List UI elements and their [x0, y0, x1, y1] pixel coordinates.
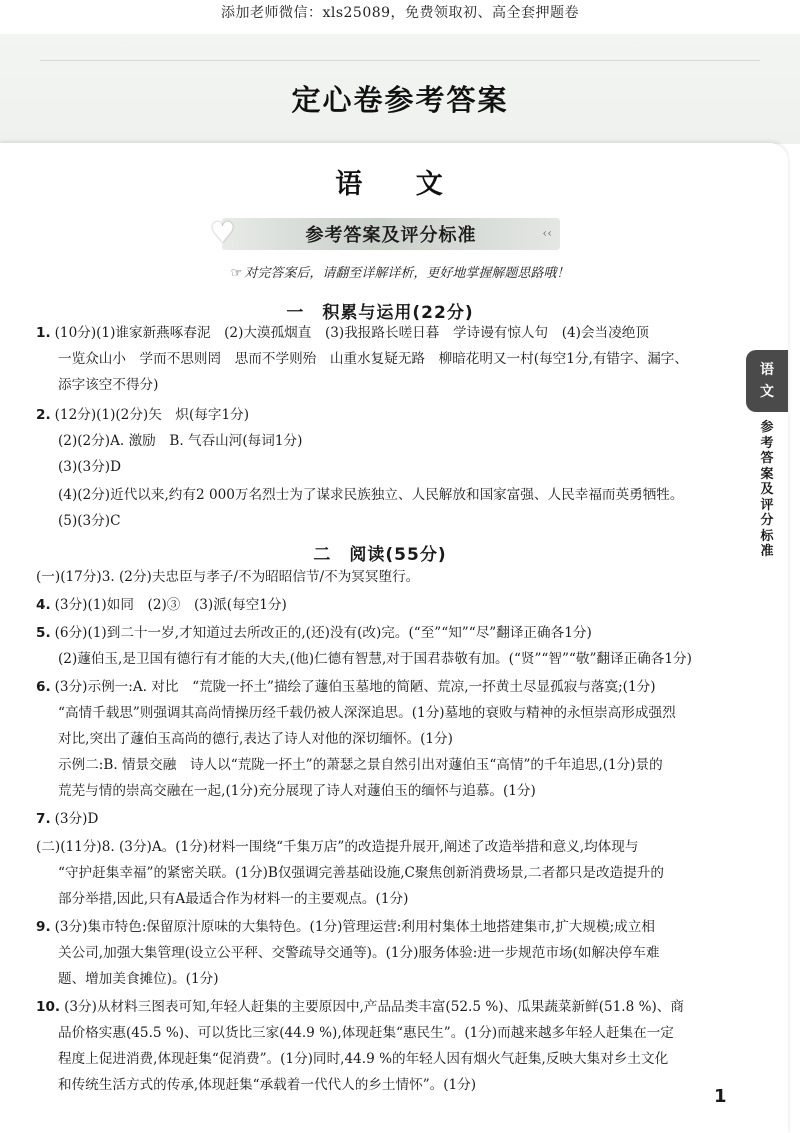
- question-number: 4.: [36, 597, 51, 613]
- answer-banner: [210, 216, 560, 250]
- answer-line: 6. (3分)示例一:A. 对比 “荒陇一抔土”描绘了蘧伯玉墓地的简陋、荒凉,一抔黄土尽显孤寂与落寞;(1分): [36, 679, 656, 695]
- answer-line: (2)蘧伯玉,是卫国有德行有才能的大夫,(他)仁德有智慧,对于国君恭敬有加。(“贤”“智”“敬”翻译正确各1分): [58, 651, 692, 667]
- section-heading-2: 二 阅读(55分): [313, 545, 447, 565]
- question-number: 9.: [36, 919, 51, 935]
- tip-text: 对完答案后，请翻至详解详析，更好地掌握解题思路哦！: [244, 266, 570, 281]
- answer-line: 部分举措,因此,只有A最适合作为材料一的主要观点。(1分): [58, 891, 409, 907]
- answer-line: 程度上促进消费,体现赶集“促消费”。(1分)同时,44.9 %的年轻人因有烟火气赶集,反映大集对乡土文化: [58, 1051, 669, 1067]
- answer-line: (一)(17分)3. (2分)夫忠臣与孝子/不为昭昭信节/不为冥冥堕行。: [36, 569, 420, 585]
- answer-line: 一览众山小 学而不思则罔 思而不学则殆 山重水复疑无路 柳暗花明又一村(每空1分,有错字、漏字、: [58, 351, 688, 367]
- answer-line: 关公司,加强大集管理(设立公平秤、交警疏导交通等)。(1分)服务体验:进一步规范市场(如解决停车难: [58, 945, 660, 961]
- answer-line: 4. (3分)(1)如同 (2)③ (3)派(每空1分): [36, 597, 287, 613]
- question-number: 7.: [36, 811, 51, 827]
- answer-line: (5)(3分)C: [58, 513, 121, 529]
- question-number: 10.: [36, 999, 61, 1015]
- answer-line: 1. (10分)(1)谁家新燕啄春泥 (2)大漠孤烟直 (3)我报路长嗟日暮 学诗谩有惊人句 (4)会当凌绝顶: [36, 325, 649, 341]
- side-vertical-label: 参考答案及评分标准: [760, 420, 774, 559]
- page-number: 1: [714, 1086, 727, 1107]
- answer-line: (4)(2分)近代以来,约有2 000万名烈士为了谋求民族独立、人民解放和国家富强、人民幸福而英勇牺牲。: [58, 487, 684, 503]
- answer-line: 9. (3分)集市特色:保留原汁原味的大集特色。(1分)管理运营:利用村集体土地搭建集市,扩大规模;成立相: [36, 919, 655, 935]
- banner-label: 参考答案及评分标准: [305, 225, 477, 246]
- answer-line: (二)(11分)8. (3分)A。(1分)材料一围绕“千集万店”的改造提升展开,阐述了改造举措和意义,均体现与: [36, 839, 639, 855]
- answer-line: 对比,突出了蘧伯玉高尚的德行,表达了诗人对他的深切缅怀。(1分): [58, 731, 453, 747]
- answer-line: “守护赶集幸福”的紧密关联。(1分)B仅强调完善基础设施,C聚焦创新消费场景,二者都只是改造提升的: [58, 865, 664, 881]
- subject-title: 语 文: [335, 169, 465, 200]
- answer-line: 2. (12分)(1)(2分)矢 炽(每字1分): [36, 407, 250, 423]
- question-number: 1.: [36, 325, 51, 341]
- answer-line: 10. (3分)从材料三图表可知,年轻人赶集的主要原因中,产品品类丰富(52.5 %)、瓜果蔬菜新鲜(51.8 %)、商: [36, 999, 684, 1015]
- tip-line: [0, 262, 800, 281]
- answer-line: 示例二:B. 情景交融 诗人以“荒陇一抔土”的萧瑟之景自然引出对蘧伯玉“高情”的千年追思,(1分)景的: [58, 757, 663, 773]
- section-heading-1: 一 积累与运用(22分): [286, 303, 474, 323]
- question-number: 5.: [36, 625, 51, 641]
- answer-line: 和传统生活方式的传承,体现赶集“承载着一代代人的乡土情怀”。(1分): [58, 1077, 477, 1093]
- watermark-text: 添加老师微信：xls25089，免费领取初、高全套押题卷: [220, 5, 580, 21]
- pointing-hand-icon: ☞: [230, 266, 243, 281]
- answer-line: “高情千载思”则强调其高尚情操历经千载仍被人深深追思。(1分)墓地的衰败与精神的永恒崇高形成强烈: [58, 705, 676, 721]
- answer-line: 荒芜与情的崇高交融在一起,(1分)充分展现了诗人对蘧伯玉的缅怀与追慕。(1分): [58, 783, 536, 799]
- answer-line: 品价格实惠(45.5 %)、可以货比三家(44.9 %),体现赶集“惠民生”。(1分)而越来越多年轻人赶集在一定: [58, 1025, 674, 1041]
- answer-line: 添字该空不得分): [58, 377, 159, 393]
- page-title: 定心卷参考答案: [291, 83, 509, 117]
- answer-line: (3)(3分)D: [58, 459, 122, 475]
- answer-line: 5. (6分)(1)到二十一岁,才知道过去所改正的,(还)没有(改)完。(“至”“知”“尽”翻译正确各1分): [36, 625, 592, 641]
- question-number: 2.: [36, 407, 51, 423]
- subject-side-tab[interactable]: [746, 350, 788, 412]
- question-number: 6.: [36, 679, 51, 695]
- side-tab-char: 文: [760, 384, 774, 400]
- answer-line: (2)(2分)A. 激励 B. 气吞山河(每词1分): [58, 433, 303, 449]
- banner-decoration: ‹‹: [542, 226, 552, 240]
- answer-line: 题、增加美食摊位)。(1分): [58, 971, 219, 987]
- side-tab-char: 语: [760, 362, 774, 378]
- heart-icon: ♥: [210, 216, 236, 249]
- answer-line: 7. (3分)D: [36, 811, 99, 827]
